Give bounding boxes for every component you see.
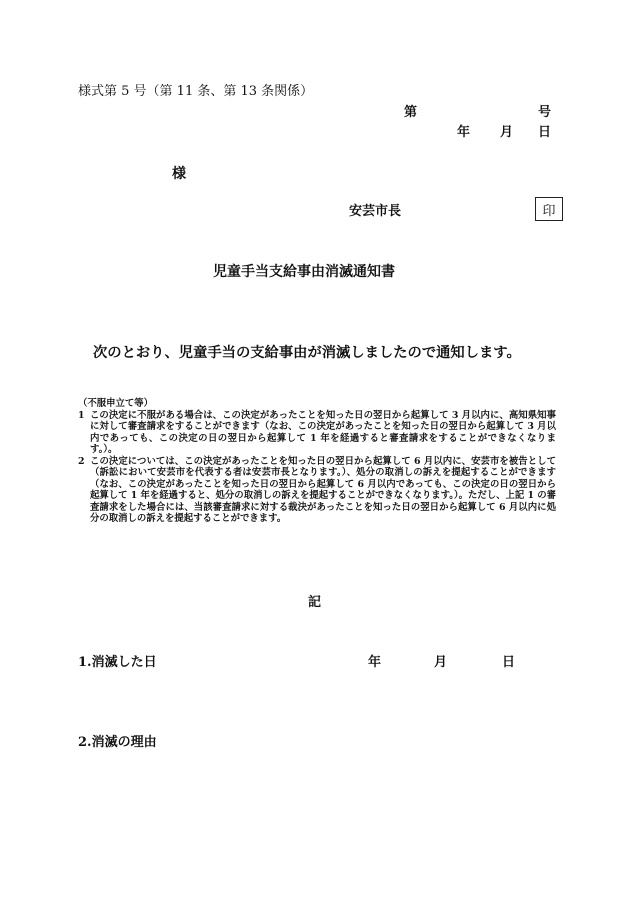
appeal-item-number: 2 <box>78 455 85 467</box>
issue-date-month: 月 <box>500 125 514 140</box>
seal-label: 印 <box>542 203 556 219</box>
extinction-date-year: 年 <box>368 655 382 670</box>
appeal-item-text: この決定については、この決定があったことを知った日の翌日から起算して 6 月以内に、安芸市を被告として（訴訟において安芸市を代表する者は安芸市長となります。）、処分の取消しの訴えを提起することができます（なお、この決定があったことを知った日の翌日から起算して 6 月以内であっても、この決定の日の翌日から起算して 1 年を経過すると、処分の取消しの訴えを提起することができなくなります。）。ただし、上記 1 の審査請求をした場合には、当該審査請求に対する裁決があったことを知った日の翌日から起算して 6 月以内に処分の取消しの訴えを提起することができます。 <box>90 455 556 524</box>
issue-date-year: 年 <box>457 125 471 140</box>
seal-box <box>535 197 563 221</box>
lead-statement: 次のとおり、児童手当の支給事由が消滅しましたので通知します。 <box>93 345 521 361</box>
extinction-date-month: 月 <box>434 655 448 670</box>
issuer-name: 安芸市長 <box>349 204 402 219</box>
appeal-item <box>78 410 556 456</box>
appeal-item-text: この決定に不服がある場合は、この決定があったことを知った日の翌日から起算して 3 月以内に、高知県知事に対して審査請求をすることができます（なお、この決定があったことを知った日の翌日から起算して 3 月以内であっても、この決定の日の翌日から起算して 1 年を経過すると審査請求をすることができなくなります。）。 <box>90 409 556 455</box>
appeal-heading: （不服申立て等） <box>78 398 154 409</box>
form-identifier: 様式第 5 号（第 11 条、第 13 条関係） <box>78 84 314 99</box>
appeal-notes <box>78 398 556 525</box>
section-extinction-reason-label: 2.消滅の理由 <box>78 735 157 750</box>
ki-marker: 記 <box>308 595 322 610</box>
appeal-item <box>78 456 556 525</box>
section-extinction-date-label: 1.消滅した日 <box>78 655 157 670</box>
document-number-suffix: 号 <box>538 105 552 120</box>
issue-date-day: 日 <box>538 125 552 140</box>
extinction-date-day: 日 <box>502 655 516 670</box>
appeal-item-number: 1 <box>78 409 85 421</box>
addressee-honorific: 様 <box>172 166 186 182</box>
document-number-prefix: 第 <box>404 105 418 120</box>
document-title: 児童手当支給事由消滅通知書 <box>213 264 395 280</box>
